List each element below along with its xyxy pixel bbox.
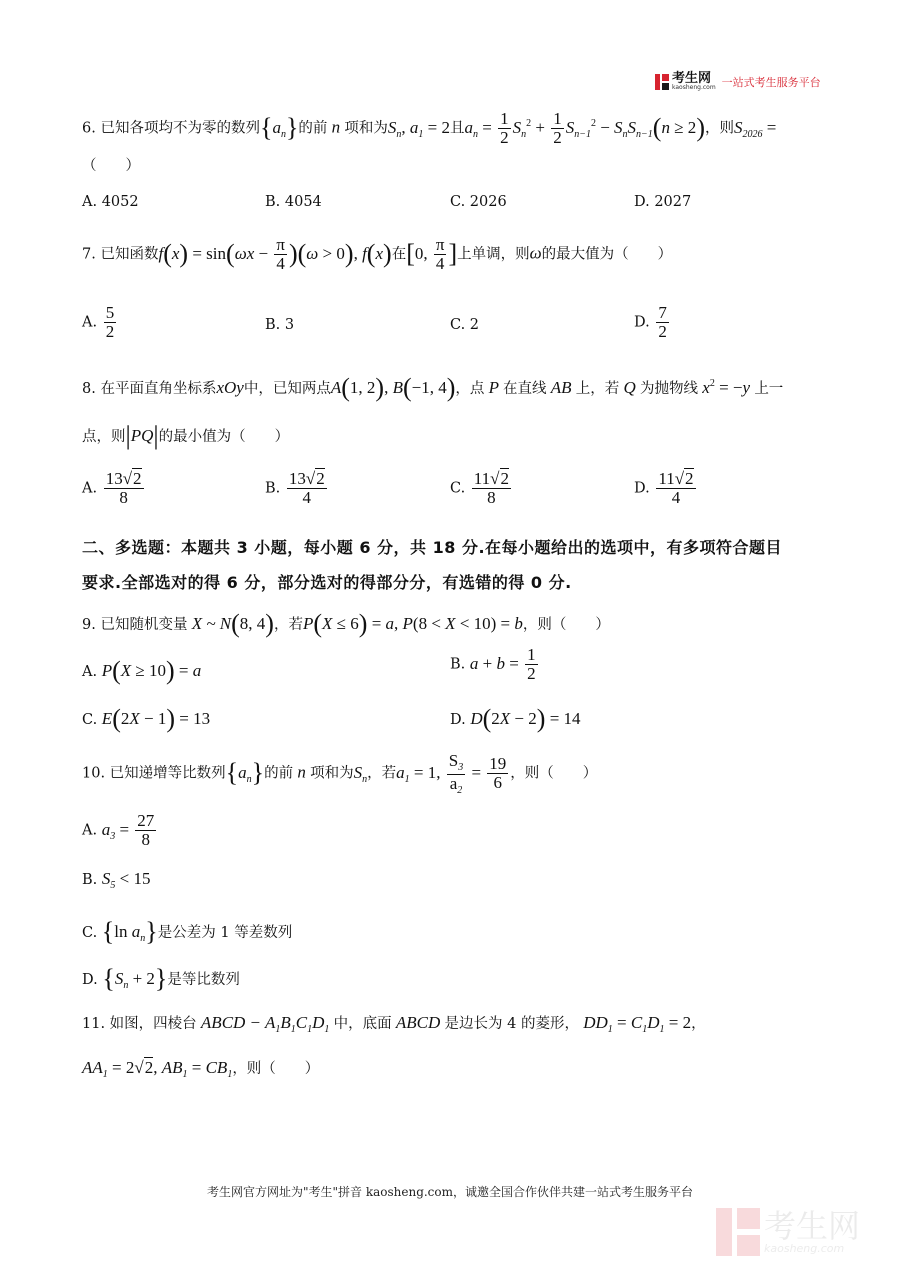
q6-option-b: B. 4054 bbox=[265, 194, 322, 210]
logo-mark-icon bbox=[655, 74, 669, 90]
watermark-logo bbox=[716, 1208, 860, 1256]
q7-option-c: C. 2 bbox=[450, 317, 480, 333]
logo-slogan: 一站式考生服务平台 bbox=[721, 75, 821, 89]
question-8-line1: 8. 在平面直角坐标系xOy中，已知两点A(1, 2), B(−1, 4)，点 P 在直线 AB 上，若 Q 为抛物线 $x^2 = -y$ 上一 bbox=[82, 373, 784, 402]
question-10: 10. 已知递增等比数列$\{a_n\}$的前 n 项和为$S_n$，若$a_1 = 1$, $\frac{S_3}{a_2}$ = $\frac{19}{6}$ ，则（ ） bbox=[82, 751, 598, 796]
section-2-line1: 二、多选题：本题共 3 小题，每小题 6 分，共 18 分.在每小题给出的选项中，有多项符合题目 bbox=[82, 538, 783, 557]
question-8-line2: 点，则|PQ|的最小值为（ ） bbox=[82, 421, 290, 450]
q7-option-d: D. $\frac{7}{2}$ bbox=[634, 303, 667, 341]
q8-option-a: A. $\frac{13√2}{8}$ bbox=[82, 469, 142, 507]
question-9: 9. 已知随机变量 X ~ N(8, 4)，若P(X ≤ 6) = a, P(8 < X < 10) = b，则（ ） bbox=[82, 609, 610, 638]
q10-option-a: A. $a_3$ = $\frac{27}{8}$ bbox=[82, 811, 155, 849]
header-logo bbox=[655, 72, 821, 91]
q9-option-d: D. D(2X − 2) = 14 bbox=[450, 704, 581, 733]
question-11-line1: 11. 如图，四棱台 ABCD − $A_1B_1C_1D_1$ 中，底面 ABCD 是边长为 4 的菱形， $DD_1 = C_1D_1 = 2$， bbox=[82, 1013, 706, 1035]
logo-site-url: kaosheng.com bbox=[672, 84, 716, 91]
q8-option-b: B. $\frac{13√2}{4}$ bbox=[265, 469, 325, 507]
q6-option-d: D. 2027 bbox=[634, 194, 692, 210]
section-2-line2: 要求.全部选对的得 6 分，部分选对的得部分分，有选错的得 0 分. bbox=[82, 573, 572, 592]
q8-option-d: D. $\frac{11√2}{4}$ bbox=[634, 469, 694, 507]
q8-option-c: C. $\frac{11√2}{8}$ bbox=[450, 469, 510, 507]
q7-option-a: A. $\frac{5}{2}$ bbox=[82, 303, 115, 341]
footer-text: 考生网官方网址为"考生"拼音 kaosheng.com，诚邀全国合作伙伴共建一站式考生服务平台 bbox=[206, 1185, 694, 1199]
question-6-blank: （ ） bbox=[82, 158, 140, 174]
watermark-mark-icon bbox=[716, 1208, 760, 1256]
watermark-name: 考生网 bbox=[764, 1206, 861, 1245]
q9-option-c: C. E(2X − 1) = 13 bbox=[82, 704, 211, 733]
question-6-line1: 6. 已知各项均不为零的数列$\{a_n\}$的前 n 项和为$S_n$, $a_1 = 2$且$a_n$ = $\frac{1}{2}$ $S_n^2$ + $\frac{1}{2}$ $S_{n-1}^2 - S_nS_{n-1}(n \ge 2)$，则$S_{2026}$ = bbox=[82, 109, 777, 147]
question-11-line2: $AA_1 = 2√2$, $AB_1 = CB_1$，则（ ） bbox=[82, 1058, 320, 1080]
question-7: 7. 已知函数f(x) = sin(ωx − $\frac{\pi}{4}$ )(ω > 0), f(x)在[0, $\frac{\pi}{4}$ ]上单调，则ω的最大值为（ ） bbox=[82, 235, 673, 273]
q10-option-b: B. $S_5 < 15$ bbox=[82, 869, 151, 891]
q9-option-a: A. P(X ≥ 10) = a bbox=[82, 656, 202, 685]
q10-option-d: D. $\{S_n + 2\}$是等比数列 bbox=[82, 964, 240, 993]
q7-option-b: B. 3 bbox=[265, 317, 295, 333]
q10-option-c: C. {ln $a_n$}是公差为 1 等差数列 bbox=[82, 917, 293, 946]
q6-option-c: C. 2026 bbox=[450, 194, 507, 210]
q6-option-a: A. 4052 bbox=[82, 194, 139, 210]
q9-option-b: B. a + b = $\frac{1}{2}$ bbox=[450, 645, 536, 683]
logo-site-name: 考生网 bbox=[672, 71, 712, 86]
watermark-url: kaosheng.com bbox=[764, 1241, 845, 1255]
